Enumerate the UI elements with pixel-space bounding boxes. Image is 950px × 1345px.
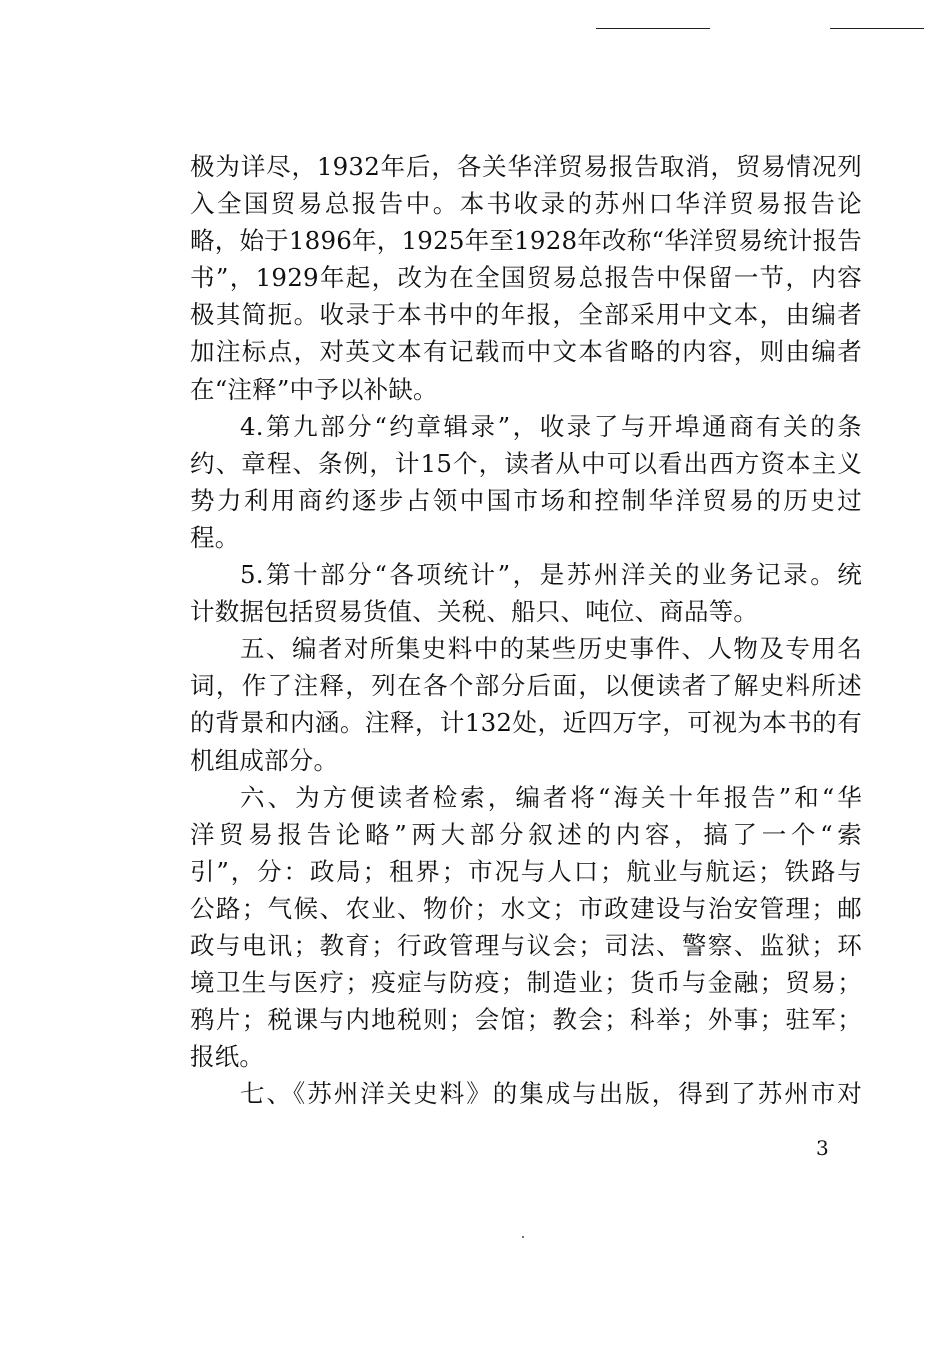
text-line: 4.第九部分“约章辑录”，收录了与开埠通商有关的条 [240, 411, 862, 441]
text-line: 七、《苏州洋关史料》的集成与出版，得到了苏州市对 [240, 1079, 862, 1109]
text-line: 极其简扼。收录于本书中的年报，全部采用中文本，由编者 [190, 300, 862, 330]
text-line: 略，始于1896年，1925年至1928年改称“华洋贸易统计报告 [190, 226, 862, 256]
text-line: 极为详尽，1932年后，各关华洋贸易报告取消，贸易情况列 [190, 152, 862, 181]
text-line: 六、为方便读者检索，编者将“海关十年报告”和“华 [240, 782, 862, 812]
header-rule-left [596, 28, 710, 29]
text-line: 势力利用商约逐步占领中国市场和控制华洋贸易的历史过 [190, 485, 862, 515]
text-line: 在“注释”中予以补缺。 [190, 374, 438, 404]
text-line: 公路；气候、农业、物价；水文；市政建设与治安管理；邮 [190, 893, 862, 923]
text-line: 5.第十部分“各项统计”，是苏州洋关的业务记录。统 [240, 560, 862, 590]
text-line: 计数据包括贸易货值、关税、船只、吨位、商品等。 [190, 597, 759, 627]
text-line: 洋贸易报告论略”两大部分叙述的内容，搞了一个“索 [190, 819, 862, 849]
header-rule-right [830, 28, 924, 29]
text-line: 报纸。 [190, 1042, 265, 1072]
text-line: 政与电讯；教育；行政管理与议会；司法、警察、监狱；环 [190, 930, 862, 960]
text-line: 鸦片；税课与内地税则；会馆；教会；科举；外事；驻军； [190, 1005, 862, 1035]
text-line: 境卫生与医疗；疫症与防疫；制造业；货币与金融；贸易； [190, 968, 862, 998]
text-line: 加注标点，对英文本有记载而中文本省略的内容，则由编者 [190, 337, 862, 367]
body-text [190, 148, 862, 1112]
text-line: 程。 [190, 522, 240, 552]
text-line: 入全国贸易总报告中。本书收录的苏州口华洋贸易报告论 [190, 189, 862, 219]
text-line: 引”，分：政局；租界；市况与人口；航业与航运；铁路与 [190, 856, 862, 886]
scan-speck [522, 1236, 524, 1238]
text-line: 机组成部分。 [190, 745, 339, 775]
text-line: 约、章程、条例，计15个，读者从中可以看出西方资本主义 [190, 448, 862, 478]
text-line: 词，作了注释，列在各个部分后面，以便读者了解史料所述 [190, 671, 862, 701]
page-number: 3 [816, 1136, 829, 1160]
text-line: 的背景和内涵。注释，计132处，近四万字，可视为本书的有 [190, 708, 862, 738]
text-line: 书”，1929年起，改为在全国贸易总报告中保留一节，内容 [190, 263, 862, 293]
text-line: 五、编者对所集史料中的某些历史事件、人物及专用名 [240, 634, 862, 664]
